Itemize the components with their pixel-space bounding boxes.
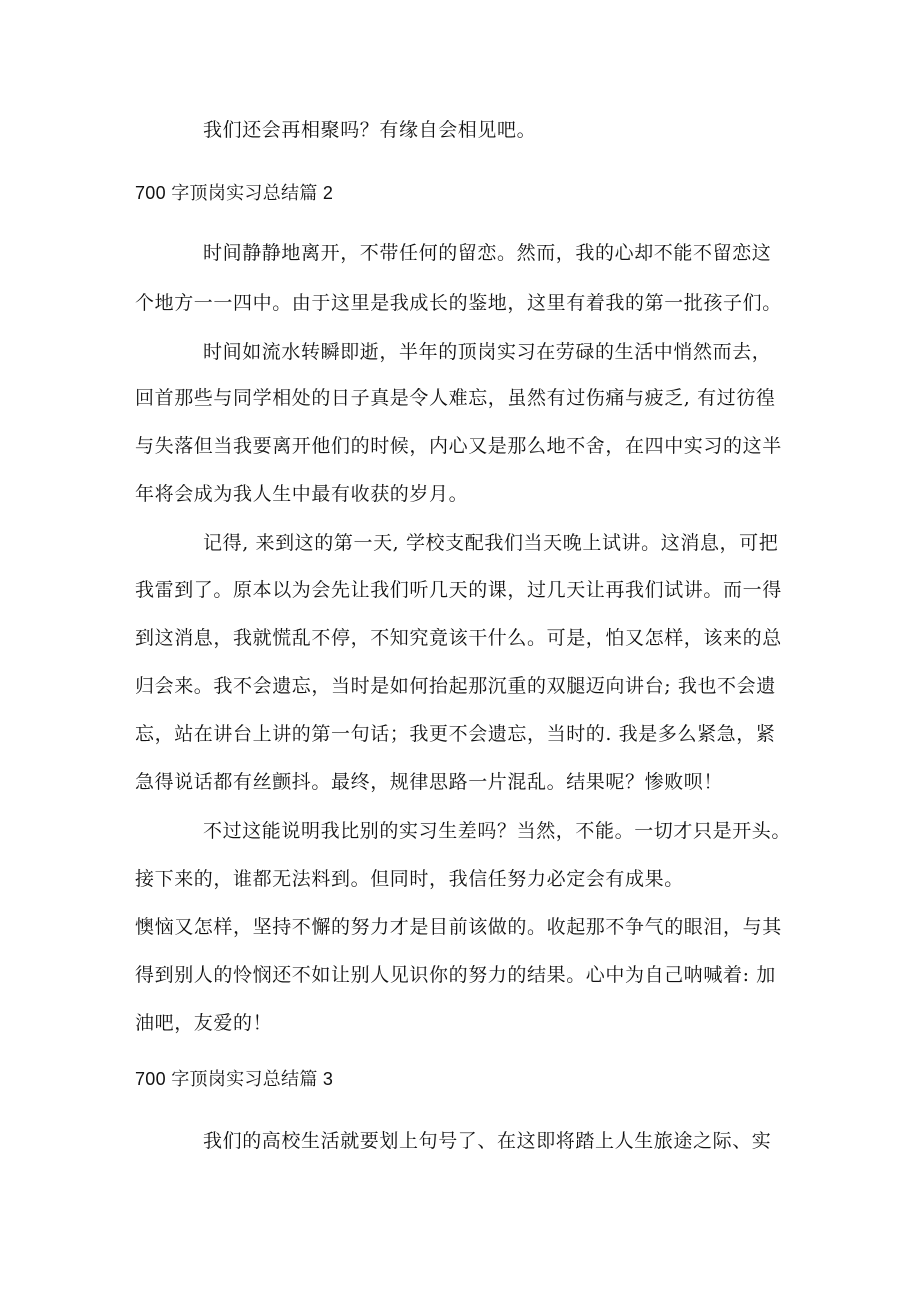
- paragraph-line: 时间静静地离开，不带任何的留恋。然而，我的心却不能不留恋这: [203, 242, 772, 264]
- paragraph-line: 急得说话都有丝颤抖。最终，规律思路一片混乱。结果呢？惨败呗！: [135, 771, 724, 793]
- paragraph-line: 到这消息，我就慌乱不停，不知究竟该干什么。可是，怕又怎样，该来的总: [135, 627, 782, 649]
- paragraph-line: 懊恼又怎样，坚持不懈的努力才是目前该做的。收起那不争气的眼泪，与其: [135, 916, 782, 938]
- paragraph-line: 油吧，友爱的！: [135, 1012, 273, 1034]
- paragraph-line: 不过这能说明我比别的实习生差吗？当然，不能。一切才只是开头。: [203, 820, 792, 842]
- paragraph-line: 回首那些与同学相处的日子真是令人难忘，虽然有过伤痛与疲乏, 有过彷徨: [135, 387, 776, 409]
- paragraph-line: 我们的高校生活就要划上句号了、在这即将踏上人生旅途之际、实: [203, 1130, 772, 1152]
- paragraph-line: 记得, 来到这的第一天, 学校支配我们当天晚上试讲。这消息，可把: [203, 532, 779, 554]
- paragraph-line: 归会来。我不会遗忘，当时是如何抬起那沉重的双腿迈向讲台; 我也不会遗: [135, 675, 776, 697]
- section-heading: 700 字顶岗实习总结篇 2: [135, 183, 334, 203]
- paragraph-line: 时间如流水转瞬即逝，半年的顶岗实习在劳碌的生活中悄然而去，: [203, 341, 772, 363]
- paragraph-line: 接下来的，谁都无法料到。但同时，我信任努力必定会有成果。: [135, 868, 684, 890]
- paragraph-line: 与失落但当我要离开他们的时候，内心又是那么地不舍，在四中实习的这半: [135, 435, 782, 457]
- paragraph-line: 得到别人的怜悯还不如让别人见识你的努力的结果。心中为自己呐喊着: 加: [135, 964, 776, 986]
- paragraph-line: 忘，站在讲台上讲的第一句话；我更不会遗忘，当时的. 我是多么紧急，紧: [135, 723, 776, 745]
- section-heading: 700 字顶岗实习总结篇 3: [135, 1069, 334, 1089]
- paragraph-line: 个地方一一四中。由于这里是我成长的鉴地，这里有着我的第一批孩子们。: [135, 292, 782, 314]
- paragraph-line: 年将会成为我人生中最有收获的岁月。: [135, 483, 469, 505]
- paragraph-line: 我雷到了。原本以为会先让我们听几天的课，过几天让再我们试讲。而一得: [135, 579, 782, 601]
- paragraph-line: 我们还会再相聚吗？有缘自会相见吧。: [203, 119, 537, 141]
